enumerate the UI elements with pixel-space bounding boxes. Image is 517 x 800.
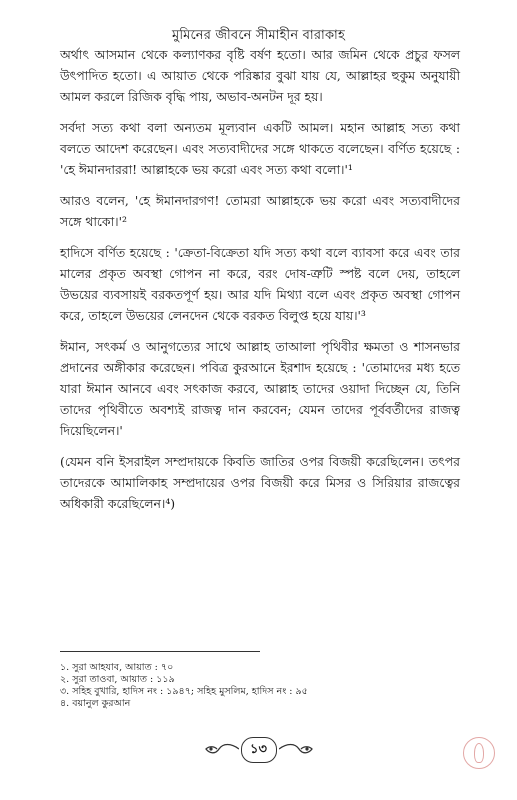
running-header: মুমিনের জীবনে সীমাহীন বারাকাহ <box>171 28 346 43</box>
footnotes <box>60 662 460 710</box>
paragraph-6: (যেমন বনি ইসরাইল সম্প্রদায়কে কিবতি জাতির ওপর বিজয়ী করেছিলেন। তৎপর তাদেরকে আমালিকাহ সম্প্রদায়ের ওপর বিজয়ী করে মিসর ও সিরিয়ার রাজত্বের অধিকারী করেছিলেন।⁴) <box>60 454 460 511</box>
paragraph-3: আরও বলেন, 'হে ঈমানদারগণ! তোমরা আল্লাহকে ভয় করো এবং সত্যবাদীদের সঙ্গে থাকো।'² <box>60 193 460 229</box>
paragraph-2: সর্বদা সত্য কথা বলা অন্যতম মূল্যবান একটি আমল। মহান আল্লাহ সত্য কথা বলতে আদেশ করেছেন। এবং সত্যবাদীদের সঙ্গে থাকতে বলেছেন। বর্ণিত হয়েছে : 'হে ঈমানদাররা! আল্লাহকে ভয় করো এবং সত্য কথা বলো।'¹ <box>60 120 460 177</box>
paragraph-4: হাদিসে বর্ণিত হয়েছে : 'ক্রেতা-বিক্রেতা যদি সত্য কথা বলে ব্যাবসা করে এবং তার মালের প্রকৃত অবস্থা গোপন না করে, বরং দোষ-ত্রুটি স্পষ্ট বলে দেয়, তাহলে উভয়ের ব্যবসায়ই বরকতপূর্ণ হয়। আর যদি মিথ্যা বলে এবং প্রকৃত অবস্থা গোপন করে, তাহলে উভয়ের লেনদেন থেকে বরকত বিলুপ্ত হয়ে যায়।'³ <box>60 245 460 323</box>
footnote-4: ৪. বয়ানুল কুরআন <box>60 698 131 709</box>
paragraph-5: ঈমান, সৎকর্ম ও আনুগত্যের সাথে আল্লাহ তাআলা পৃথিবীর ক্ষমতা ও শাসনভার প্রদানের অঙ্গীকার করেছেন। পবিত্র কুরআনে ইরশাদ হয়েছে : 'তোমাদের মধ্য হতে যারা ঈমান আনবে এবং সৎকাজ করবে, আল্লাহ তাদের ওয়াদা দিচ্ছেন যে, তিনি তাদের পৃথিবীতে অবশ্যই রাজত্ব দান করবেন; যেমন তাদের পূর্ববর্তীদের রাজত্ব দিয়েছিলেন।' <box>60 339 460 438</box>
footnote-2: ২. সুরা তাওবা, আয়াত : ১১৯ <box>60 674 175 685</box>
page-number-badge <box>203 737 315 763</box>
footnote-3: ৩. সহিহ বুখারি, হাদিস নং : ১৯৪৭; সহিহ মুসলিম, হাদিস নং : ৯৫ <box>60 686 308 697</box>
page-body <box>60 44 460 524</box>
page-number-area <box>0 737 517 763</box>
footnote-1: ১. সুরা আহযাব, আয়াত : ৭০ <box>60 662 174 673</box>
page-number: ১৩ <box>241 737 277 763</box>
logo-mark <box>474 743 484 763</box>
page-number-ornament-icon <box>279 743 313 755</box>
footnote-divider <box>60 651 260 652</box>
publisher-logo-icon <box>463 737 495 769</box>
page-number-ornament-icon <box>205 743 239 755</box>
paragraph-1: অর্থাৎ আসমান থেকে কল্যাণকর বৃষ্টি বর্ষণ হতো। আর জমিন থেকে প্রচুর ফসল উৎপাদিত হতো। এ আয়াত থেকে পরিষ্কার বুঝা যায় যে, আল্লাহর হুকুম অনুযায়ী আমল করলে রিজিক বৃদ্ধি পায়, অভাব-অনটন দূর হয়। <box>60 47 460 104</box>
